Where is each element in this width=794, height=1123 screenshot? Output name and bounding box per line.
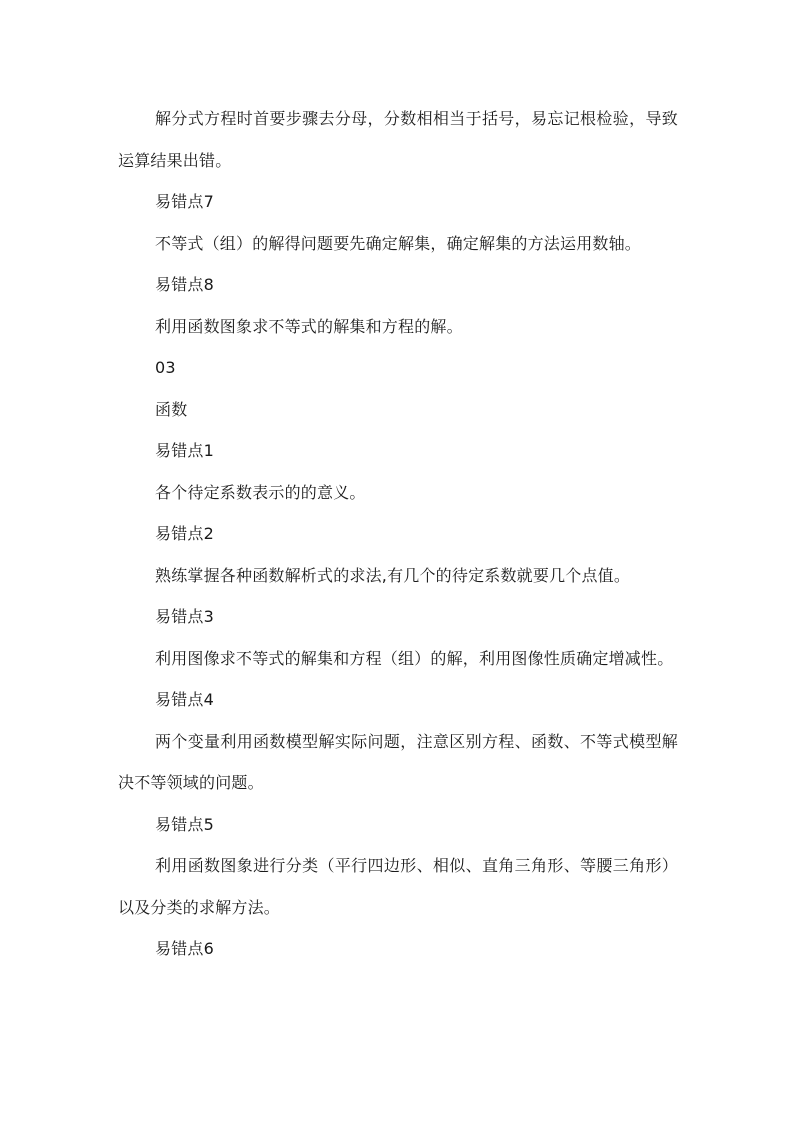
paragraph-fraction-equation: 解分式方程时首要步骤去分母，分数相相当于括号，易忘记根检验，导致运算结果出错。 — [118, 109, 678, 170]
section-title: 函数 — [155, 399, 188, 419]
paragraph-coefficient-meaning: 各个待定系数表示的的意义。 — [155, 482, 366, 502]
paragraph-graph-monotonicity: 利用图像求不等式的解集和方程（组）的解，利用图像性质确定增减性。 — [155, 648, 674, 668]
paragraph-classification: 利用函数图象进行分类（平行四边形、相似、直角三角形、等腰三角形）以及分类的求解方法。 — [118, 856, 678, 917]
paragraph-inequality-solution: 不等式（组）的解得问题要先确定解集，确定解集的方法运用数轴。 — [155, 233, 642, 253]
paragraph-analytic-expression: 熟练掌握各种函数解析式的求法,有几个的待定系数就要几个点值。 — [155, 565, 631, 585]
document-body — [118, 98, 678, 970]
heading-error-point-3: 易错点3 — [155, 607, 214, 626]
heading-error-point-2: 易错点2 — [155, 524, 214, 543]
heading-error-point-1: 易错点1 — [155, 441, 214, 460]
heading-error-point-4: 易错点4 — [155, 690, 214, 709]
paragraph-function-graph-inequality: 利用函数图象求不等式的解集和方程的解。 — [155, 316, 463, 336]
section-number: 03 — [155, 358, 176, 377]
heading-error-point-6: 易错点6 — [155, 939, 214, 958]
heading-error-point-8: 易错点8 — [155, 275, 214, 294]
heading-error-point-5: 易错点5 — [155, 814, 214, 834]
paragraph-function-model: 两个变量利用函数模型解实际问题，注意区别方程、函数、不等式模型解决不等领域的问题。 — [118, 731, 678, 792]
heading-error-point-7: 易错点7 — [155, 192, 214, 211]
